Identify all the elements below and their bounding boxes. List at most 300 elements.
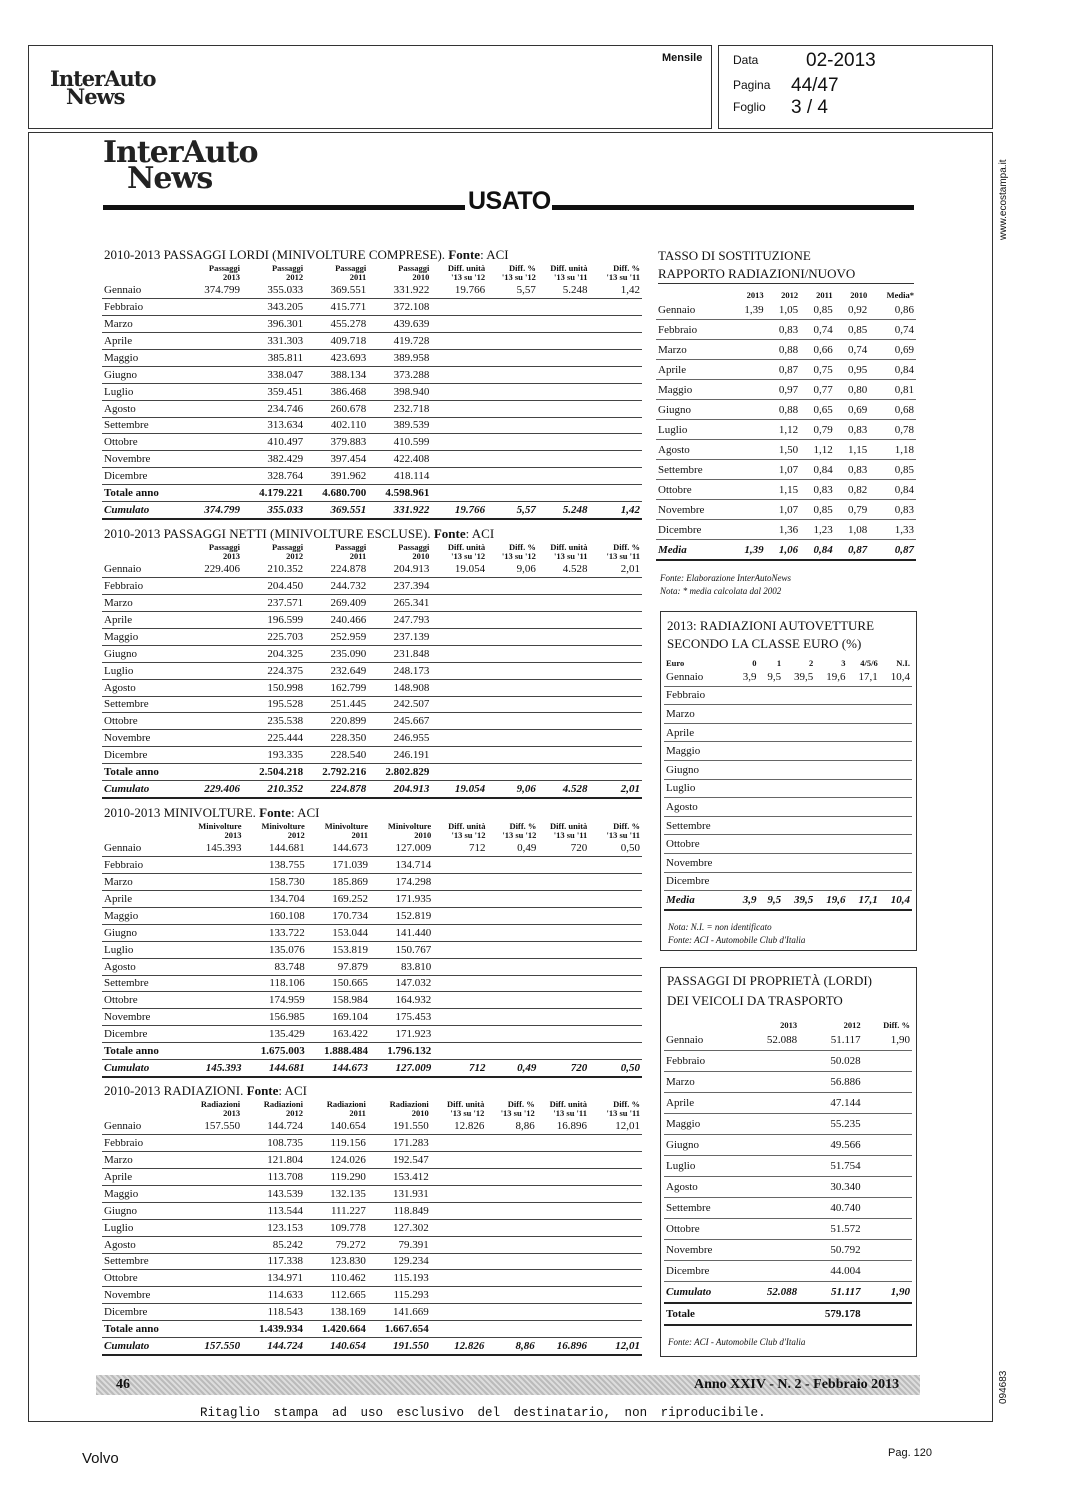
table-cell: 398.940 bbox=[368, 383, 431, 400]
table-cell: 97.879 bbox=[307, 958, 370, 975]
table-cell: 1,07 bbox=[766, 460, 801, 480]
table-cell: Novembre bbox=[102, 730, 180, 747]
table-cell bbox=[431, 434, 487, 451]
table-cell bbox=[433, 1026, 487, 1043]
table-cell: 39,5 bbox=[783, 891, 815, 910]
table-cell: 121.804 bbox=[242, 1151, 305, 1168]
table-cell: 2.802.829 bbox=[368, 764, 431, 781]
column-header-label: Passaggi bbox=[398, 263, 430, 273]
table-cell: Gennaio bbox=[102, 282, 180, 298]
left-table-wrap bbox=[102, 1100, 642, 1356]
table-cell: 242.507 bbox=[368, 696, 431, 713]
table-cell: Febbraio bbox=[102, 1134, 180, 1151]
table-cell bbox=[487, 400, 538, 417]
table-cell bbox=[487, 349, 538, 366]
table-cell: 1,39 bbox=[731, 540, 766, 561]
table-cell: 124.026 bbox=[305, 1151, 368, 1168]
table-cell: 143.539 bbox=[242, 1185, 305, 1202]
table-cell: Marzo bbox=[656, 340, 731, 360]
table-cell bbox=[487, 628, 538, 645]
table-cell bbox=[431, 1185, 487, 1202]
table-cell bbox=[431, 611, 487, 628]
column-header bbox=[368, 543, 431, 561]
table-cell bbox=[537, 1151, 589, 1168]
header-logo: InterAuto News bbox=[50, 66, 156, 109]
table-cell: 1,08 bbox=[835, 520, 870, 540]
table-cell: Maggio bbox=[664, 742, 734, 761]
table-cell bbox=[758, 705, 783, 724]
column-header-label: Radiazioni bbox=[389, 1099, 429, 1109]
table-cell bbox=[538, 662, 590, 679]
table-cell: 19.766 bbox=[431, 502, 487, 519]
table-cell: 396.301 bbox=[242, 315, 305, 332]
table-cell: 51.754 bbox=[799, 1156, 862, 1177]
table-row bbox=[664, 1072, 912, 1093]
page-footer-left: Volvo bbox=[82, 1450, 119, 1467]
table-cell: 0,83 bbox=[835, 420, 870, 440]
tasso-title1: TASSO DI SOSTITUZIONE bbox=[658, 248, 811, 263]
table-cell: Settembre bbox=[664, 1198, 745, 1219]
table-cell: Novembre bbox=[102, 451, 180, 468]
table-cell bbox=[487, 332, 538, 349]
table-cell: 135.429 bbox=[244, 1026, 307, 1043]
table-cell bbox=[538, 975, 589, 992]
trasporto-title2: DEI VEICOLI DA TRASPORTO bbox=[667, 993, 843, 1008]
table-cell bbox=[180, 1168, 242, 1185]
table-cell bbox=[180, 1151, 242, 1168]
table-cell: 210.352 bbox=[242, 781, 305, 798]
table-cell bbox=[431, 1168, 487, 1185]
table-cell bbox=[783, 705, 815, 724]
table-row bbox=[102, 1304, 642, 1321]
table-cell bbox=[538, 451, 590, 468]
table-cell bbox=[734, 816, 759, 835]
table-cell: 0,66 bbox=[800, 340, 835, 360]
table-cell bbox=[486, 1321, 536, 1338]
column-header-sub: 2012 bbox=[286, 272, 304, 282]
table-cell: 232.718 bbox=[368, 400, 431, 417]
table-cell bbox=[180, 1270, 242, 1287]
table-cell bbox=[783, 835, 815, 854]
section-title: USATO bbox=[468, 187, 551, 215]
table-cell bbox=[880, 705, 912, 724]
table-row bbox=[656, 500, 916, 520]
table-cell: 0,69 bbox=[869, 340, 916, 360]
table-cell: 237.139 bbox=[368, 628, 431, 645]
table-cell: Gennaio bbox=[102, 561, 180, 577]
table-cell bbox=[431, 577, 487, 594]
pagina-label: Pagina bbox=[733, 78, 771, 92]
table-cell bbox=[848, 853, 880, 872]
table-cell bbox=[880, 686, 912, 705]
table-cell: 237.394 bbox=[368, 577, 431, 594]
table-cell: Totale anno bbox=[102, 1043, 180, 1060]
table-cell bbox=[590, 747, 643, 764]
tasso-rule bbox=[658, 283, 914, 284]
column-header bbox=[102, 264, 180, 282]
column-header-label: Diff. % bbox=[508, 263, 536, 273]
table-cell: 19,6 bbox=[815, 668, 847, 686]
table-cell: 402.110 bbox=[305, 417, 368, 434]
column-header: 0 bbox=[752, 658, 757, 668]
table-cell bbox=[731, 420, 766, 440]
left-table-fonte: Fonte bbox=[259, 805, 291, 820]
table-cell bbox=[431, 451, 487, 468]
left-table-fonte-value: : ACI bbox=[465, 526, 495, 541]
page-number: 46 bbox=[116, 1377, 130, 1392]
table-row bbox=[102, 1202, 642, 1219]
euro-note2: Fonte: ACI - Automobile Club d'Italia bbox=[668, 935, 806, 945]
table-cell: Giugno bbox=[656, 400, 731, 420]
table-cell: 224.375 bbox=[242, 662, 305, 679]
euro-title2: SECONDO LA CLASSE EURO (%) bbox=[667, 636, 862, 651]
table-cell bbox=[745, 1303, 800, 1325]
column-header-sub: '13 su '11 bbox=[553, 551, 588, 561]
table-cell bbox=[180, 1134, 242, 1151]
column-header-sub: '13 su '11 bbox=[606, 551, 640, 561]
table-cell bbox=[538, 315, 590, 332]
table-cell: 1,90 bbox=[863, 1282, 912, 1304]
table-cell: 328.764 bbox=[242, 468, 305, 485]
table-cell bbox=[590, 298, 643, 315]
table-cell: 174.298 bbox=[370, 873, 433, 890]
table-cell: 0,68 bbox=[869, 400, 916, 420]
trasporto-table-wrap bbox=[664, 1012, 912, 1326]
column-header bbox=[305, 543, 368, 561]
table-cell bbox=[538, 332, 590, 349]
table-cell bbox=[180, 873, 243, 890]
column-header-sub: '13 su '11 bbox=[606, 1108, 640, 1118]
table-cell bbox=[537, 1134, 589, 1151]
table-cell: 0,87 bbox=[766, 360, 801, 380]
table-cell bbox=[487, 730, 538, 747]
column-header-sub: 2011 bbox=[351, 830, 368, 840]
table-row bbox=[102, 1253, 642, 1270]
table-cell bbox=[880, 723, 912, 742]
table-cell bbox=[783, 872, 815, 891]
table-cell bbox=[758, 872, 783, 891]
table-cell bbox=[538, 764, 590, 781]
table-row bbox=[664, 705, 912, 724]
section-rule-left bbox=[103, 205, 465, 210]
table-cell bbox=[590, 764, 643, 781]
table-cell bbox=[758, 816, 783, 835]
table-row bbox=[664, 779, 912, 798]
table-cell: 372.108 bbox=[368, 298, 431, 315]
table-cell: 12.826 bbox=[431, 1338, 487, 1355]
column-header-label: Minivolture bbox=[198, 821, 242, 831]
footer-notice: Ritaglio stampa ad uso esclusivo del destinatario, non riproducibile. bbox=[200, 1406, 766, 1420]
euro-note1: Nota: N.I. = non identificato bbox=[668, 922, 772, 932]
table-cell bbox=[734, 760, 759, 779]
left-table-wrap bbox=[102, 822, 642, 1078]
tasso-table bbox=[656, 286, 916, 561]
table-cell: 0,83 bbox=[835, 460, 870, 480]
table-cell bbox=[589, 1270, 642, 1287]
table-cell: 127.009 bbox=[370, 1060, 433, 1077]
table-cell: 123.830 bbox=[305, 1253, 368, 1270]
column-header bbox=[487, 264, 538, 282]
table-cell: 210.352 bbox=[242, 561, 305, 577]
table-cell: Dicembre bbox=[664, 1261, 745, 1282]
table-cell bbox=[589, 873, 642, 890]
table-cell bbox=[538, 856, 589, 873]
table-cell bbox=[180, 1009, 243, 1026]
column-header-sub: '13 su '12 bbox=[501, 272, 536, 282]
table-cell bbox=[815, 705, 847, 724]
table-cell bbox=[538, 992, 589, 1009]
table-cell bbox=[433, 1009, 487, 1026]
table-cell bbox=[590, 645, 643, 662]
table-row bbox=[664, 1219, 912, 1240]
table-cell: 331.922 bbox=[368, 282, 431, 298]
table-cell bbox=[537, 1287, 589, 1304]
table-cell: 0,97 bbox=[766, 380, 801, 400]
table-cell: Totale anno bbox=[102, 764, 180, 781]
table-cell: Totale anno bbox=[102, 485, 180, 502]
table-row bbox=[664, 1198, 912, 1219]
table-cell: 8,86 bbox=[486, 1338, 536, 1355]
table-cell: 237.571 bbox=[242, 594, 305, 611]
column-header-label: Passaggi bbox=[271, 542, 304, 552]
column-header-label: Radiazioni bbox=[200, 1099, 241, 1109]
table-cell bbox=[815, 853, 847, 872]
table-cell: 410.497 bbox=[242, 434, 305, 451]
column-header-label: Diff. % bbox=[613, 542, 640, 552]
table-cell: Gennaio bbox=[102, 1118, 180, 1134]
table-cell bbox=[433, 975, 487, 992]
table-cell bbox=[758, 723, 783, 742]
table-cell bbox=[431, 696, 487, 713]
table-row bbox=[102, 400, 642, 417]
table-cell: 235.538 bbox=[242, 713, 305, 730]
table-cell: Maggio bbox=[102, 349, 180, 366]
table-cell: Giugno bbox=[664, 1135, 745, 1156]
table-cell: 141.440 bbox=[370, 924, 433, 941]
table-cell bbox=[431, 400, 487, 417]
column-header: 2013 bbox=[780, 1020, 798, 1030]
table-cell bbox=[815, 779, 847, 798]
table-cell: 109.778 bbox=[305, 1219, 368, 1236]
trasporto-table bbox=[664, 1012, 912, 1326]
table-cell bbox=[538, 679, 590, 696]
table-cell bbox=[815, 686, 847, 705]
table-cell: 0,86 bbox=[869, 300, 916, 320]
table-cell: Settembre bbox=[664, 816, 734, 835]
table-cell bbox=[848, 686, 880, 705]
table-cell: 246.955 bbox=[368, 730, 431, 747]
left-table-title bbox=[104, 1083, 307, 1099]
table-cell: Aprile bbox=[102, 611, 180, 628]
table-cell: 40.740 bbox=[799, 1198, 862, 1219]
table-cell: 4.598.961 bbox=[368, 485, 431, 502]
table-cell: 79.272 bbox=[305, 1236, 368, 1253]
table-cell: 1.796.132 bbox=[370, 1043, 433, 1060]
table-row bbox=[656, 300, 916, 320]
table-cell: 338.047 bbox=[242, 366, 305, 383]
table-cell: 0,84 bbox=[800, 540, 835, 561]
table-cell bbox=[486, 1304, 536, 1321]
table-cell: 160.108 bbox=[244, 907, 307, 924]
table-cell bbox=[880, 835, 912, 854]
total-row bbox=[102, 1321, 642, 1338]
tasso-title2: RAPPORTO RADIAZIONI/NUOVO bbox=[658, 266, 856, 281]
table-cell: 113.544 bbox=[242, 1202, 305, 1219]
column-header bbox=[431, 264, 487, 282]
side-url: www.ecostampa.it bbox=[998, 159, 1009, 240]
table-row bbox=[102, 594, 642, 611]
table-cell: 47.144 bbox=[799, 1093, 862, 1114]
euro-table bbox=[664, 653, 912, 911]
column-header: Euro bbox=[666, 658, 685, 668]
table-cell bbox=[431, 298, 487, 315]
table-cell bbox=[848, 816, 880, 835]
table-cell: Marzo bbox=[102, 873, 180, 890]
table-cell: Aprile bbox=[664, 723, 734, 742]
total-row bbox=[102, 764, 642, 781]
table-row bbox=[656, 340, 916, 360]
column-header-label: Passaggi bbox=[335, 263, 367, 273]
column-header-sub: 2012 bbox=[286, 1108, 303, 1118]
table-cell bbox=[731, 340, 766, 360]
column-header-label: Minivolture bbox=[324, 821, 368, 831]
table-cell bbox=[431, 764, 487, 781]
table-cell: 579.178 bbox=[799, 1303, 862, 1325]
table-cell: 152.819 bbox=[370, 907, 433, 924]
table-cell: 720 bbox=[538, 840, 589, 856]
table-row bbox=[102, 873, 642, 890]
table-cell: 204.450 bbox=[242, 577, 305, 594]
table-cell bbox=[431, 1219, 487, 1236]
table-cell bbox=[863, 1072, 912, 1093]
table-cell bbox=[180, 747, 242, 764]
table-cell bbox=[745, 1093, 800, 1114]
table-cell bbox=[487, 383, 538, 400]
table-cell bbox=[589, 1219, 642, 1236]
table-cell bbox=[538, 873, 589, 890]
column-header-label: Minivolture bbox=[261, 821, 305, 831]
table-cell: 374.799 bbox=[180, 502, 242, 519]
table-cell bbox=[180, 1287, 242, 1304]
table-cell bbox=[731, 480, 766, 500]
table-cell bbox=[486, 1287, 536, 1304]
table-cell: 455.278 bbox=[305, 315, 368, 332]
table-cell: Cumulato bbox=[102, 1338, 180, 1355]
table-cell: 388.134 bbox=[305, 366, 368, 383]
table-cell: 0,84 bbox=[869, 360, 916, 380]
table-row bbox=[102, 1009, 642, 1026]
table-cell: Giugno bbox=[102, 366, 180, 383]
table-row bbox=[102, 561, 642, 577]
table-cell: 140.654 bbox=[305, 1338, 368, 1355]
table-row bbox=[102, 840, 642, 856]
table-cell bbox=[848, 760, 880, 779]
table-cell bbox=[590, 468, 643, 485]
column-header-sub: '13 su '12 bbox=[451, 272, 486, 282]
table-cell bbox=[731, 400, 766, 420]
table-cell: 0,92 bbox=[835, 300, 870, 320]
table-cell: 1,42 bbox=[590, 502, 643, 519]
table-cell: 169.252 bbox=[307, 890, 370, 907]
table-cell bbox=[180, 434, 242, 451]
table-cell: 5,57 bbox=[487, 282, 538, 298]
table-cell: Totale bbox=[664, 1303, 745, 1325]
table-cell bbox=[538, 383, 590, 400]
table-cell: Gennaio bbox=[664, 1030, 745, 1051]
table-cell: 79.391 bbox=[368, 1236, 431, 1253]
table-cell: 113.708 bbox=[242, 1168, 305, 1185]
left-table-fonte-value: : ACI bbox=[290, 805, 320, 820]
table-cell: 0,85 bbox=[800, 300, 835, 320]
table-cell bbox=[180, 645, 242, 662]
table-cell: Ottobre bbox=[664, 835, 734, 854]
table-cell: 185.869 bbox=[307, 873, 370, 890]
table-cell: 51.572 bbox=[799, 1219, 862, 1240]
table-cell bbox=[590, 577, 643, 594]
table-cell bbox=[538, 485, 590, 502]
table-cell bbox=[431, 315, 487, 332]
column-header: N.I. bbox=[896, 658, 910, 668]
column-header bbox=[242, 543, 305, 561]
table-cell: 0,78 bbox=[869, 420, 916, 440]
table-cell: 12.826 bbox=[431, 1118, 487, 1134]
table-cell bbox=[731, 500, 766, 520]
table-cell bbox=[589, 1168, 642, 1185]
table-cell: Agosto bbox=[102, 958, 180, 975]
table-cell bbox=[180, 992, 243, 1009]
table-cell: 0,80 bbox=[835, 380, 870, 400]
table-cell bbox=[863, 1219, 912, 1240]
table-cell: Agosto bbox=[656, 440, 731, 460]
column-header-sub: '13 su '11 bbox=[553, 830, 588, 840]
table-cell bbox=[431, 1134, 487, 1151]
table-cell bbox=[487, 713, 538, 730]
table-cell bbox=[433, 941, 487, 958]
table-cell: 389.958 bbox=[368, 349, 431, 366]
table-cell: 0,74 bbox=[835, 340, 870, 360]
table-cell bbox=[180, 1304, 242, 1321]
table-cell: 382.429 bbox=[242, 451, 305, 468]
table-row bbox=[102, 679, 642, 696]
table-row bbox=[102, 713, 642, 730]
column-header bbox=[656, 286, 731, 300]
data-table bbox=[102, 543, 642, 799]
table-cell bbox=[487, 434, 538, 451]
table-cell: 191.550 bbox=[368, 1338, 431, 1355]
table-cell bbox=[734, 705, 759, 724]
table-cell: 141.669 bbox=[368, 1304, 431, 1321]
table-cell: 112.665 bbox=[305, 1287, 368, 1304]
periodicity-label: Mensile bbox=[662, 52, 703, 64]
table-cell bbox=[745, 1177, 800, 1198]
table-cell: 50.028 bbox=[799, 1051, 862, 1072]
table-cell: 51.117 bbox=[799, 1030, 862, 1051]
table-cell: 127.009 bbox=[370, 840, 433, 856]
table-cell: 418.114 bbox=[368, 468, 431, 485]
column-header-sub: '13 su '12 bbox=[451, 830, 486, 840]
table-cell: Settembre bbox=[656, 460, 731, 480]
table-row bbox=[664, 668, 912, 686]
column-header bbox=[242, 1100, 305, 1118]
table-cell bbox=[431, 1202, 487, 1219]
table-cell bbox=[815, 760, 847, 779]
table-cell bbox=[180, 941, 243, 958]
table-cell: 191.550 bbox=[368, 1118, 431, 1134]
table-cell: 19.766 bbox=[431, 282, 487, 298]
table-row bbox=[102, 282, 642, 298]
section-rule-right bbox=[552, 205, 914, 210]
table-cell: 16.896 bbox=[537, 1118, 589, 1134]
